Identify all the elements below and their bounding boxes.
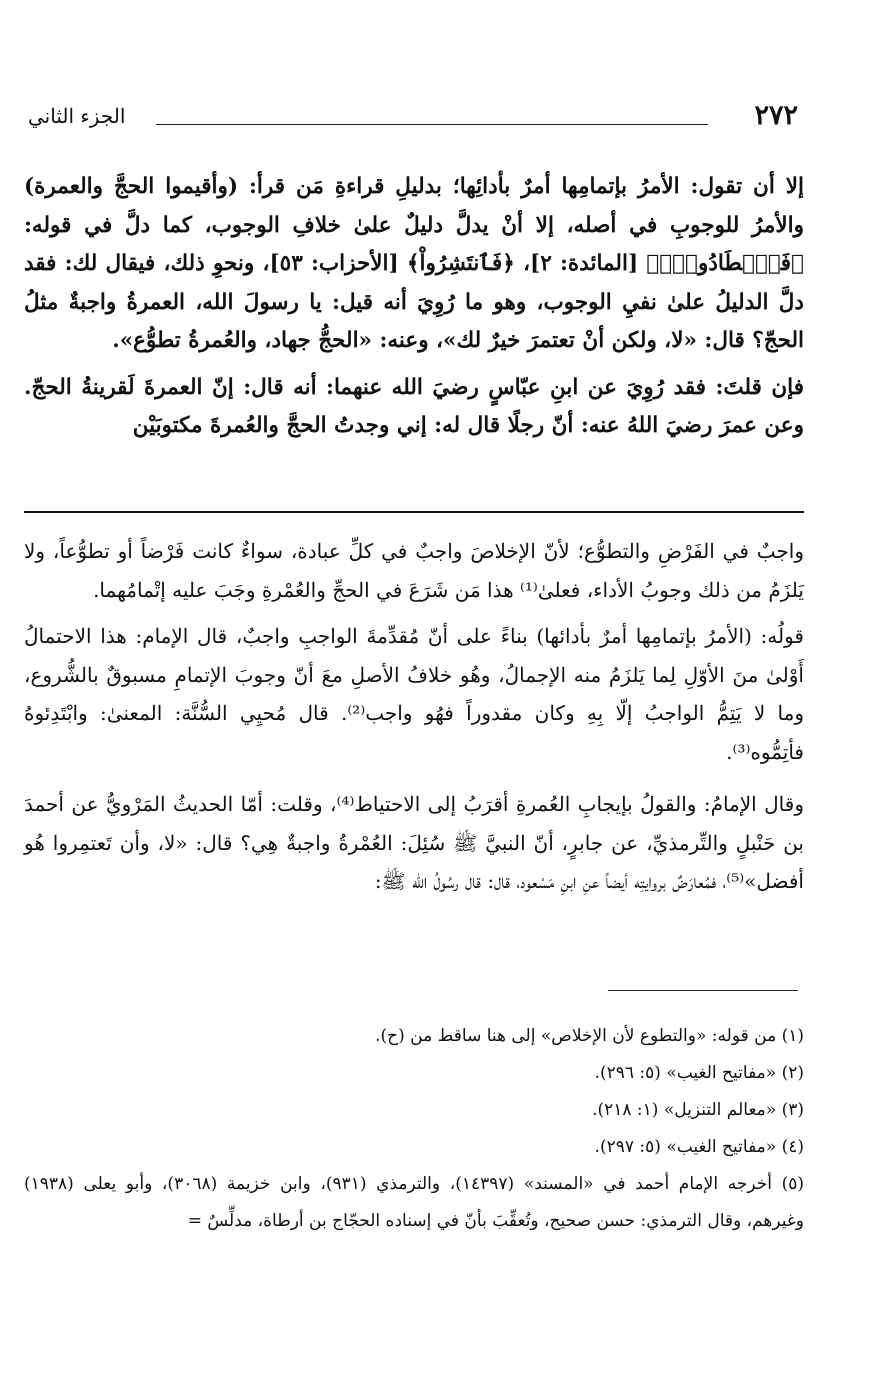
footnote-rule — [608, 990, 798, 991]
commentary-text — [24, 532, 804, 909]
footnote: (١) من قوله: «والتطوع لأن الإخلاص» إلى هنا ساقط من (ح). — [375, 1026, 804, 1046]
footnote: (٤) «مفاتيح الغيب» (٥: ٢٩٧). — [594, 1137, 804, 1157]
commentary-paragraph: وقال الإمامُ: والقولُ بإيجابِ العُمرةِ أقرَبُ إلى الاحتياط⁽⁴⁾، وقلت: أمّا الحديثُ المَرْويُّ عن أحمدَ بن حَنْبلٍ والتِّرمذيِّ، عن جابرٍ، أنّ النبيَّ ﷺ سُئِلَ: العُمْرةُ واجبةٌ هِي؟ قال: «لا، وأن تَعتمِروا هُو أفضل»⁽⁵⁾، فمُعارَضٌ بروايتِه أيضاً عنِ ابنِ مَسْعود، قال: قال رسُولُ الله ﷺ: — [24, 792, 804, 893]
footnote: (٣) «معالم التنزيل» (١: ٢١٨). — [592, 1100, 804, 1120]
header-rule — [156, 124, 708, 125]
footnote: (٢) «مفاتيح الغيب» (٥: ٢٩٦). — [594, 1063, 804, 1083]
commentary-paragraph: واجبٌ في الفَرْضِ والتطوُّع؛ لأنّ الإخلاصَ واجبٌ في كلِّ عبادة، سواءٌ كانت فَرْضاً أو تطوُّعاً، ولا يَلزَمُ من ذلك وجوبُ الأداء، فعلىٰ⁽¹⁾ هذا مَن شَرَعَ في الحجِّ والعُمْرةِ وجَبَ عليه إتْمامُهما. — [24, 539, 804, 602]
section-divider — [24, 511, 804, 513]
running-title: الجزء الثاني — [28, 104, 126, 128]
footnotes — [24, 1018, 804, 1240]
footnote: (٥) أخرجه الإمام أحمد في «المسند» (١٤٣٩٧)، والترمذي (٩٣١)، وابن خزيمة (٣٠٦٨)، وأبو يعلى (١٩٣٨) وغيرهم، وقال الترمذي: حسن صحيح، وتُعقِّبَ بأنّ في إسناده الحجّاج بن أرطاة، مدلِّسٌ = — [24, 1174, 804, 1231]
page-header — [28, 100, 798, 140]
commentary-paragraph: قولُه: (الأمرُ بإتمامِها أمرٌ بأدائها) بناءً على أنّ مُقدِّمةَ الواجبِ واجبٌ، قال الإمام: هذا الاحتمالُ أَوْلىٰ منَ الأوّلِ لِما يَلزَمُ منه الإجمالُ، وهُو خلافُ الأصلِ معَ أنّ وجوبَ الإتمامِ مسبوقٌ بالشُّروع، وما لا يَتِمُّ الواجبُ إلّا بِهِ وكان مقدوراً فهُو واجب⁽²⁾. قال مُحيِي السُّنَّة: المعنىٰ: وابْتَدِئوهُ فأتِمُّوه⁽³⁾. — [24, 624, 804, 764]
main-text-paragraph: فإن قلتَ: فقد رُوِيَ عن ابنِ عبّاسٍ رضيَ الله عنهما: أنه قال: إنّ العمرةَ لَقرينةُ الحجّ. وعن عمرَ رضيَ اللهُ عنه: أنّ رجلًا قال له: إني وجدتُ الحجَّ والعُمرةَ مكتوبَيْن — [24, 374, 804, 438]
main-text-paragraph: إلا أن تقول: الأمرُ بإتمامِها أمرٌ بأدائِها؛ بدليلِ قراءةِ مَن قرأ: (وأقيموا الحجَّ والعمرة) والأمرُ للوجوبِ في أصله، إلا أنْ يدلَّ دليلٌ علىٰ خلافِ الوجوب، كما دلَّ في قوله: ﴿فَٱصۡطَادُواْۚ﴾ [المائدة: ٢]، ﴿فَٱنتَشِرُواْ﴾ [الأحزاب: ٥٣]، ونحوِ ذلك، فيقال لك: فقد دلَّ الدليلُ علىٰ نفيِ الوجوب، وهو ما رُوِيَ أنه قيل: يا رسولَ الله، العمرةُ واجبةٌ مثلُ الحجّ؟ قال: «لا، ولكن أنْ تعتمرَ خيرٌ لك»، وعنه: «الحجُّ جهاد، والعُمرةُ تطوُّع». — [24, 174, 804, 353]
page-number: ٢٧٢ — [754, 100, 798, 131]
main-text — [24, 168, 804, 446]
